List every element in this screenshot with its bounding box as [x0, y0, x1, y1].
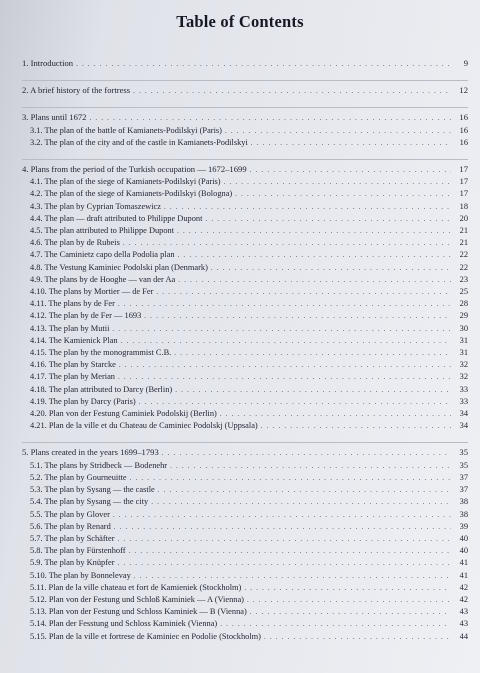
- subsection-entry: [22, 484, 468, 496]
- entry-title: 2. A brief history of the fortress: [22, 85, 131, 96]
- entry-title: 5.1. The plans by Stridbeck — Bodenehr: [30, 460, 168, 470]
- subsection-entry: [22, 396, 468, 408]
- dot-leader: [119, 360, 451, 371]
- dot-leader: [205, 214, 451, 225]
- page-number: 22: [459, 250, 468, 260]
- subsection-entry: [22, 335, 468, 347]
- subsection-entry: [22, 408, 468, 420]
- entry-title: 5.15. Plan de la ville et fortrese de Kaminiec en Podolie (Stockholm): [30, 631, 261, 641]
- page-number: 32: [459, 360, 468, 370]
- dot-leader: [118, 558, 451, 569]
- entry-title: 5.13. Plan von der Festung und Schloss Kaminiek — B (Vienna): [30, 607, 247, 617]
- subsection-entry: [22, 225, 468, 237]
- section-divider: [22, 107, 468, 108]
- entry-title: 4.5. The plan attributed to Philippe Dupont: [30, 226, 175, 236]
- subsection-entry: [22, 371, 468, 383]
- dot-leader: [220, 409, 451, 420]
- page-number: 38: [459, 509, 468, 519]
- entry-title: 1. Introduction: [22, 58, 74, 68]
- subsection-entry: [22, 521, 468, 533]
- page-number: 16: [459, 137, 468, 147]
- page-number: 43: [459, 607, 468, 617]
- subsection-entry: [22, 509, 468, 521]
- page-number: 17: [459, 189, 468, 199]
- page-number: 34: [459, 409, 468, 419]
- toc-section: [22, 112, 468, 149]
- section-divider: [22, 80, 468, 81]
- table-of-contents: [22, 58, 468, 653]
- entry-title: 5.3. The plan by Sysang — the castle: [30, 485, 155, 495]
- toc-section: [22, 447, 468, 642]
- entry-title: 4.20. Plan von der Festung Caminiek Podolskij (Berlin): [30, 409, 217, 419]
- dot-leader: [89, 113, 451, 124]
- entry-title: 4.7. The Caminietz capo della Podolia plan: [30, 250, 175, 260]
- entry-title: 4.3. The plan by Cyprian Tomaszewicz: [30, 201, 161, 211]
- subsection-entry: [22, 274, 468, 286]
- dot-leader: [118, 299, 451, 310]
- dot-leader: [158, 485, 451, 496]
- page-number: 16: [459, 125, 468, 135]
- entry-title: 4.1. The plan of the siege of Kamianets-Podilskyi (Paris): [30, 177, 221, 187]
- entry-title: 5.12. Plan von der Festung und Schloß Kaminiek — A (Vienna): [30, 594, 244, 604]
- entry-title: 4.8. The Vestung Kaminiec Podolski plan (Denmark): [30, 262, 208, 272]
- subsection-entry: [22, 310, 468, 322]
- dot-leader: [123, 238, 451, 249]
- page-number: 20: [459, 213, 468, 223]
- entry-title: 4.11. The plans by de Fer: [30, 299, 115, 309]
- page-number: 30: [459, 323, 468, 333]
- entry-title: 5.11. Plan de la ville chateau et fort de Kamieniek (Stockholm): [30, 582, 242, 592]
- entry-title: 5.4. The plan by Sysang — the city: [30, 497, 149, 507]
- subsection-entry: [22, 286, 468, 298]
- page-number: 42: [459, 594, 468, 604]
- page-number: 21: [459, 238, 468, 248]
- dot-leader: [113, 510, 451, 521]
- subsection-entry: [22, 188, 468, 200]
- page-number: 29: [459, 311, 468, 321]
- entry-title: 5. Plans created in the years 1699–1793: [22, 447, 159, 458]
- dot-leader: [112, 324, 451, 335]
- chapter-entry: [22, 164, 468, 176]
- subsection-entry: [22, 249, 468, 261]
- page-number: 17: [459, 164, 468, 175]
- page-number: 22: [459, 262, 468, 272]
- page-number: 16: [459, 112, 468, 123]
- page-number: 39: [459, 521, 468, 531]
- subsection-entry: [22, 570, 468, 582]
- dot-leader: [178, 250, 451, 261]
- chapter-entry: [22, 58, 468, 70]
- subsection-entry: [22, 347, 468, 359]
- entry-title: 5.5. The plan by Glover: [30, 509, 110, 519]
- dot-leader: [264, 632, 451, 643]
- subsection-entry: [22, 545, 468, 557]
- page-number: 41: [459, 558, 468, 568]
- entry-title: 4.10. The plans by Mortier — de Fer: [30, 287, 154, 297]
- entry-title: 4.4. The plan — draft attributed to Philippe Dupont: [30, 213, 203, 223]
- chapter-entry: [22, 447, 468, 459]
- page-number: 33: [459, 396, 468, 406]
- page-number: 34: [459, 421, 468, 431]
- subsection-entry: [22, 472, 468, 484]
- dot-leader: [250, 607, 451, 618]
- entry-title: 4.2. The plan of the siege of Kamianets-Podilskyi (Bologna): [30, 189, 233, 199]
- entry-title: 3.1. The plan of the battle of Kamianets-Podilskyi (Paris): [30, 125, 222, 135]
- page-number: 28: [459, 299, 468, 309]
- subsection-entry: [22, 262, 468, 274]
- dot-leader: [244, 583, 451, 594]
- subsection-entry: [22, 496, 468, 508]
- page-number: 32: [459, 372, 468, 382]
- subsection-entry: [22, 213, 468, 225]
- dot-leader: [129, 546, 451, 557]
- dot-leader: [162, 448, 451, 459]
- page-number: 12: [459, 85, 468, 96]
- subsection-entry: [22, 618, 468, 630]
- dot-leader: [175, 385, 451, 396]
- dot-leader: [225, 126, 451, 137]
- dot-leader: [144, 311, 451, 322]
- page-number: 38: [459, 497, 468, 507]
- subsection-entry: [22, 594, 468, 606]
- page-number: 43: [459, 619, 468, 629]
- dot-leader: [130, 473, 451, 484]
- dot-leader: [76, 59, 451, 70]
- entry-title: 4.19. The plan by Darcy (Paris): [30, 396, 136, 406]
- page-number: 40: [459, 533, 468, 543]
- dot-leader: [250, 165, 451, 176]
- entry-title: 4.9. The plans by de Hooghe — van der Aa: [30, 274, 176, 284]
- page-number: 31: [459, 348, 468, 358]
- dot-leader: [177, 226, 451, 237]
- page-number: 41: [459, 570, 468, 580]
- page-number: 44: [459, 631, 468, 641]
- entry-title: 5.7. The plan by Schäfter: [30, 533, 115, 543]
- subsection-entry: [22, 176, 468, 188]
- chapter-entry: [22, 112, 468, 124]
- dot-leader: [178, 275, 451, 286]
- dot-leader: [224, 177, 451, 188]
- subsection-entry: [22, 582, 468, 594]
- subsection-entry: [22, 460, 468, 472]
- entry-title: 4. Plans from the period of the Turkish occupation — 1672–1699: [22, 164, 247, 175]
- dot-leader: [220, 619, 451, 630]
- page-number: 9: [463, 58, 468, 68]
- subsection-entry: [22, 125, 468, 137]
- entry-title: 3.2. The plan of the city and of the castle in Kamianets-Podilskyi: [30, 137, 248, 147]
- page-number: 37: [459, 472, 468, 482]
- dot-leader: [134, 571, 451, 582]
- entry-title: 5.2. The plan by Gourneuitte: [30, 472, 127, 482]
- entry-title: 5.6. The plan by Renard: [30, 521, 111, 531]
- subsection-entry: [22, 606, 468, 618]
- entry-title: 4.13. The plan by Mutii: [30, 323, 110, 333]
- page-number: 23: [459, 274, 468, 284]
- page-number: 21: [459, 226, 468, 236]
- page-number: 40: [459, 546, 468, 556]
- dot-leader: [170, 461, 451, 472]
- entry-title: 4.18. The plan attributed to Darcy (Berlin): [30, 384, 173, 394]
- entry-title: 5.14. Plan der Fesstung und Schloss Kaminiek (Vienna): [30, 619, 218, 629]
- page-number: 33: [459, 384, 468, 394]
- dot-leader: [133, 86, 451, 97]
- dot-leader: [121, 336, 451, 347]
- subsection-entry: [22, 137, 468, 149]
- entry-title: 5.8. The plan by Fürstenhoff: [30, 546, 126, 556]
- page-title: Table of Contents: [176, 12, 304, 31]
- entry-title: 5.9. The plan by Knüpfer: [30, 558, 115, 568]
- subsection-entry: [22, 359, 468, 371]
- subsection-entry: [22, 631, 468, 643]
- entry-title: 4.15. The plan by the monogrammist C.B.: [30, 348, 172, 358]
- page-number: 37: [459, 485, 468, 495]
- dot-leader: [247, 595, 451, 606]
- entry-title: 4.21. Plan de la ville et du Chateau de Caminiec Podolskj (Uppsala): [30, 421, 258, 431]
- page-number: 35: [459, 447, 468, 458]
- page-number: 17: [459, 177, 468, 187]
- dot-leader: [174, 348, 451, 359]
- subsection-entry: [22, 533, 468, 545]
- page-number: 35: [459, 460, 468, 470]
- dot-leader: [139, 397, 451, 408]
- toc-section: [22, 58, 468, 70]
- subsection-entry: [22, 420, 468, 432]
- entry-title: 3. Plans until 1672: [22, 112, 87, 123]
- page-number: 25: [459, 287, 468, 297]
- dot-leader: [118, 534, 451, 545]
- entry-title: 4.17. The plan by Merian: [30, 372, 115, 382]
- page-number: 42: [459, 582, 468, 592]
- dot-leader: [211, 263, 451, 274]
- toc-section: [22, 164, 468, 432]
- dot-leader: [114, 522, 451, 533]
- chapter-entry: [22, 85, 468, 97]
- subsection-entry: [22, 323, 468, 335]
- entry-title: 4.6. The plan by de Rubeis: [30, 238, 120, 248]
- subsection-entry: [22, 298, 468, 310]
- dot-leader: [261, 421, 451, 432]
- dot-leader: [151, 497, 451, 508]
- entry-title: 5.10. The plan by Bonnelevay: [30, 570, 131, 580]
- subsection-entry: [22, 201, 468, 213]
- subsection-entry: [22, 384, 468, 396]
- page-number: 31: [459, 335, 468, 345]
- subsection-entry: [22, 237, 468, 249]
- toc-section: [22, 85, 468, 97]
- section-divider: [22, 159, 468, 160]
- entry-title: 4.14. The Kamienick Plan: [30, 335, 118, 345]
- dot-leader: [156, 287, 451, 298]
- dot-leader: [118, 372, 451, 383]
- entry-title: 4.12. The plan by de Fer — 1693: [30, 311, 142, 321]
- dot-leader: [235, 189, 451, 200]
- page-number: 18: [459, 201, 468, 211]
- dot-leader: [251, 138, 451, 149]
- entry-title: 4.16. The plan by Starcke: [30, 360, 116, 370]
- section-divider: [22, 442, 468, 443]
- dot-leader: [164, 202, 451, 213]
- subsection-entry: [22, 557, 468, 569]
